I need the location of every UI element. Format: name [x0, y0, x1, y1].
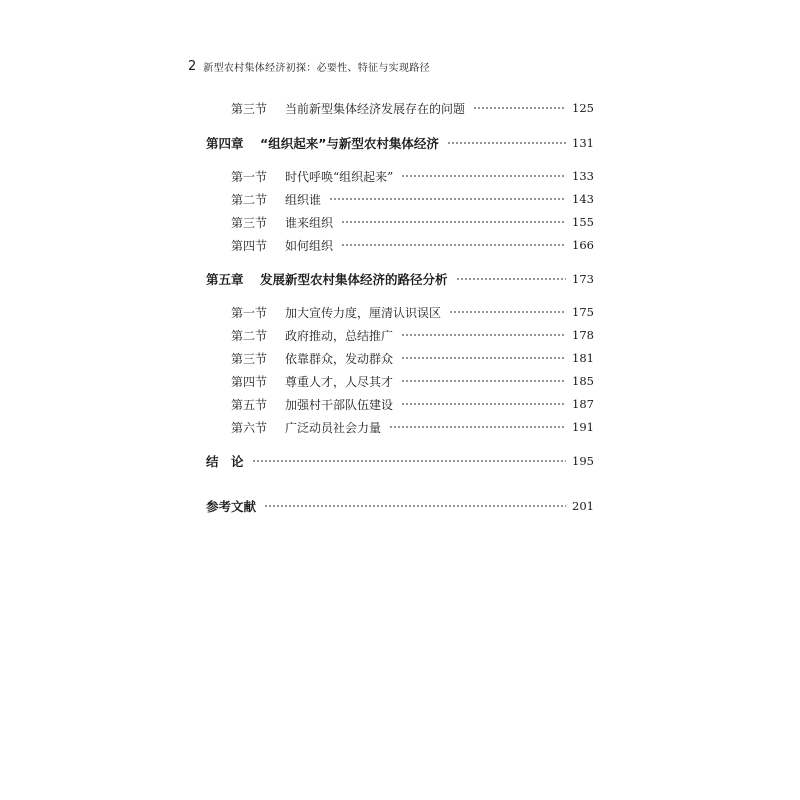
- toc-entry[interactable]: [231, 349, 594, 367]
- toc-entry[interactable]: [206, 270, 594, 288]
- dot-leader: [401, 403, 566, 405]
- toc-page-number: 191: [572, 420, 594, 434]
- toc-entry[interactable]: [231, 167, 594, 185]
- toc-section-title: 时代呼唤“组织起来”: [285, 169, 394, 184]
- dot-leader: [341, 244, 566, 246]
- toc-section-title: 加大宣传力度，厘清认识误区: [285, 305, 442, 320]
- toc-page-number: 133: [572, 169, 594, 183]
- toc-section-number: 第一节: [231, 169, 268, 184]
- header-running-title: 新型农村集体经济初探：必要性、特征与实现路径: [203, 62, 430, 74]
- toc-page-number: 187: [572, 397, 594, 411]
- toc-section-title: 加强村干部队伍建设: [285, 397, 394, 412]
- toc-section-title: 广泛动员社会力量: [285, 420, 382, 435]
- toc-page-number: 131: [572, 136, 594, 150]
- dot-leader: [449, 311, 566, 313]
- dot-leader: [401, 357, 566, 359]
- toc-section-title: 当前新型集体经济发展存在的问题: [285, 101, 466, 116]
- toc-section-number: 第六节: [231, 420, 268, 435]
- toc-section-title: 依靠群众，发动群众: [285, 351, 394, 366]
- toc-page-number: 178: [572, 328, 594, 342]
- dot-leader: [401, 334, 566, 336]
- toc-entry[interactable]: [206, 497, 594, 515]
- toc-chapter-title: 结 论: [206, 454, 244, 469]
- toc-entry[interactable]: [231, 213, 594, 231]
- toc-chapter-number: 第四章: [206, 136, 244, 151]
- dot-leader: [389, 426, 566, 428]
- toc-section-title: 政府推动，总结推广: [285, 328, 394, 343]
- toc-section-number: 第二节: [231, 192, 268, 207]
- dot-leader: [447, 142, 566, 144]
- toc-page-number: 173: [572, 272, 594, 286]
- toc-section-number: 第二节: [231, 328, 268, 343]
- toc-entry[interactable]: [231, 303, 594, 321]
- toc-section-title: 谁来组织: [285, 215, 334, 230]
- dot-leader: [264, 505, 566, 507]
- dot-leader: [401, 380, 566, 382]
- toc-page-number: 185: [572, 374, 594, 388]
- toc-page-number: 195: [572, 454, 594, 468]
- toc-section-title: 组织谁: [285, 192, 322, 207]
- toc-chapter-number: 第五章: [206, 272, 244, 287]
- toc-page-number: 125: [572, 101, 594, 115]
- dot-leader: [456, 278, 566, 280]
- toc-entry[interactable]: [231, 418, 594, 436]
- toc-section-number: 第三节: [231, 351, 268, 366]
- toc-page-number: 155: [572, 215, 594, 229]
- toc-section-number: 第四节: [231, 238, 268, 253]
- toc-section-number: 第五节: [231, 397, 268, 412]
- toc-entry[interactable]: [231, 236, 594, 254]
- toc-entry[interactable]: [231, 190, 594, 208]
- toc-entry[interactable]: [231, 395, 594, 413]
- dot-leader: [329, 198, 566, 200]
- toc-page-number: 166: [572, 238, 594, 252]
- toc-section-number: 第一节: [231, 305, 268, 320]
- toc-section-title: 尊重人才，人尽其才: [285, 374, 394, 389]
- toc-entry[interactable]: [231, 372, 594, 390]
- toc-chapter-title: 参考文献: [206, 499, 257, 514]
- toc-page-number: 175: [572, 305, 594, 319]
- toc-section-number: 第三节: [231, 215, 268, 230]
- toc-entry[interactable]: [206, 452, 594, 470]
- toc-chapter-title: 发展新型农村集体经济的路径分析: [260, 272, 448, 287]
- dot-leader: [341, 221, 566, 223]
- dot-leader: [252, 460, 566, 462]
- toc-entry[interactable]: [231, 99, 594, 117]
- header-page-number: 2: [188, 58, 197, 74]
- toc-entry[interactable]: [231, 326, 594, 344]
- toc-page-number: 181: [572, 351, 594, 365]
- dot-leader: [401, 175, 566, 177]
- dot-leader: [473, 107, 566, 109]
- toc-chapter-title: “组织起来”与新型农村集体经济: [260, 136, 439, 151]
- toc-section-number: 第四节: [231, 374, 268, 389]
- toc-section-number: 第三节: [231, 101, 268, 116]
- toc-entry[interactable]: [206, 134, 594, 152]
- toc-page-number: 201: [572, 499, 594, 513]
- running-header: [188, 58, 430, 74]
- toc-section-title: 如何组织: [285, 238, 334, 253]
- toc-page-number: 143: [572, 192, 594, 206]
